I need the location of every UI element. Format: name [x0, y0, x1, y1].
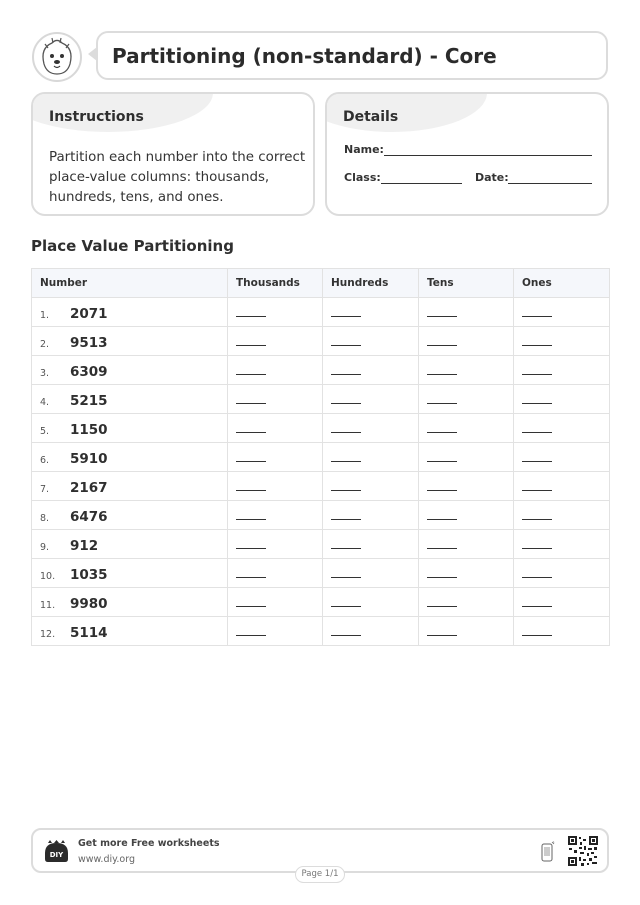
thousands-answer-blank[interactable] [236, 628, 266, 636]
column-header-tens: Tens [419, 269, 514, 298]
ones-cell [514, 414, 610, 443]
number-cell [32, 385, 228, 414]
name-field[interactable] [384, 155, 592, 156]
hundreds-answer-blank[interactable] [331, 483, 361, 491]
tens-cell [419, 414, 514, 443]
page-title: Partitioning (non-standard) - Core [112, 44, 497, 68]
hundreds-cell [323, 414, 419, 443]
table-row [32, 327, 610, 356]
hundreds-answer-blank[interactable] [331, 541, 361, 549]
hundreds-answer-blank[interactable] [331, 396, 361, 404]
column-header-ones: Ones [514, 269, 610, 298]
footer-title: Get more Free worksheets [78, 838, 220, 849]
row-number-value: 2167 [70, 479, 108, 496]
ones-cell [514, 559, 610, 588]
ones-answer-blank[interactable] [522, 454, 552, 462]
row-index: 4. [40, 396, 50, 408]
ones-cell [514, 501, 610, 530]
footer-url[interactable]: www.diy.org [78, 854, 135, 865]
tens-answer-blank[interactable] [427, 570, 457, 578]
instructions-title: Instructions [49, 109, 144, 125]
number-cell [32, 298, 228, 327]
ones-cell [514, 356, 610, 385]
ones-cell [514, 298, 610, 327]
row-number-value: 5910 [70, 450, 108, 467]
tens-cell [419, 530, 514, 559]
thousands-cell [228, 298, 323, 327]
ones-answer-blank[interactable] [522, 338, 552, 346]
number-cell [32, 443, 228, 472]
ones-answer-blank[interactable] [522, 628, 552, 636]
instructions-text: Partition each number into the correct place-value columns: thousands, hundreds, tens, and ones. [49, 150, 306, 205]
thousands-cell [228, 443, 323, 472]
date-field[interactable] [508, 183, 592, 184]
svg-text:DIY: DIY [49, 851, 64, 859]
ones-cell [514, 472, 610, 501]
thousands-answer-blank[interactable] [236, 570, 266, 578]
tens-cell [419, 298, 514, 327]
thousands-answer-blank[interactable] [236, 512, 266, 520]
column-header-thousands: Thousands [228, 269, 323, 298]
thousands-cell [228, 588, 323, 617]
details-title: Details [343, 109, 399, 125]
row-index: 7. [40, 483, 50, 495]
tens-answer-blank[interactable] [427, 541, 457, 549]
tens-cell [419, 501, 514, 530]
row-number-value: 5215 [70, 392, 108, 409]
thousands-cell [228, 617, 323, 646]
tens-answer-blank[interactable] [427, 396, 457, 404]
date-label: Date: [475, 171, 509, 184]
tens-cell [419, 559, 514, 588]
row-index: 5. [40, 425, 50, 437]
tens-answer-blank[interactable] [427, 628, 457, 636]
ones-answer-blank[interactable] [522, 367, 552, 375]
table-row [32, 443, 610, 472]
row-number-value: 912 [70, 537, 99, 554]
hundreds-cell [323, 472, 419, 501]
number-cell [32, 472, 228, 501]
number-cell [32, 588, 228, 617]
number-cell [32, 559, 228, 588]
number-cell [32, 356, 228, 385]
thousands-cell [228, 327, 323, 356]
column-header-hundreds: Hundreds [323, 269, 419, 298]
thousands-answer-blank[interactable] [236, 483, 266, 491]
row-index: 12. [40, 628, 56, 640]
table-row [32, 559, 610, 588]
row-number-value: 9513 [70, 334, 108, 351]
hundreds-answer-blank[interactable] [331, 599, 361, 607]
thousands-answer-blank[interactable] [236, 599, 266, 607]
title-bubble [96, 31, 608, 80]
row-index: 11. [40, 599, 56, 611]
thousands-answer-blank[interactable] [236, 425, 266, 433]
ones-cell [514, 588, 610, 617]
table-header-row [32, 269, 610, 298]
row-index: 10. [40, 570, 56, 582]
ones-answer-blank[interactable] [522, 599, 552, 607]
table-row [32, 617, 610, 646]
ones-cell [514, 530, 610, 559]
thousands-cell [228, 385, 323, 414]
tens-cell [419, 472, 514, 501]
hundreds-cell [323, 327, 419, 356]
class-label: Class: [344, 171, 381, 184]
row-number-value: 6309 [70, 363, 108, 380]
row-index: 8. [40, 512, 50, 524]
row-index: 6. [40, 454, 50, 466]
number-cell [32, 501, 228, 530]
row-index: 2. [40, 338, 50, 350]
hundreds-cell [323, 443, 419, 472]
ones-answer-blank[interactable] [522, 425, 552, 433]
row-index: 9. [40, 541, 50, 553]
number-cell [32, 327, 228, 356]
hundreds-cell [323, 298, 419, 327]
hundreds-cell [323, 617, 419, 646]
thousands-answer-blank[interactable] [236, 338, 266, 346]
table-row [32, 588, 610, 617]
row-number-value: 9980 [70, 595, 108, 612]
tens-answer-blank[interactable] [427, 309, 457, 317]
row-number-value: 1150 [70, 421, 108, 438]
table-row [32, 298, 610, 327]
place-value-table [31, 268, 610, 646]
tens-answer-blank[interactable] [427, 454, 457, 462]
thousands-cell [228, 356, 323, 385]
ones-cell [514, 443, 610, 472]
table-row [32, 414, 610, 443]
thousands-answer-blank[interactable] [236, 541, 266, 549]
diy-logo-icon [43, 839, 70, 864]
table-row [32, 501, 610, 530]
table-row [32, 472, 610, 501]
ones-answer-blank[interactable] [522, 309, 552, 317]
thousands-cell [228, 414, 323, 443]
name-label: Name: [344, 143, 384, 156]
ones-answer-blank[interactable] [522, 483, 552, 491]
thousands-cell [228, 472, 323, 501]
page-number: Page 1/1 [295, 866, 345, 883]
table-row [32, 385, 610, 414]
number-cell [32, 617, 228, 646]
tens-answer-blank[interactable] [427, 512, 457, 520]
hundreds-answer-blank[interactable] [331, 628, 361, 636]
ones-cell [514, 385, 610, 414]
thousands-cell [228, 530, 323, 559]
class-field[interactable] [381, 183, 462, 184]
hundreds-answer-blank[interactable] [331, 338, 361, 346]
thousands-answer-blank[interactable] [236, 396, 266, 404]
hundreds-answer-blank[interactable] [331, 454, 361, 462]
phone-icon [541, 841, 555, 863]
ones-answer-blank[interactable] [522, 512, 552, 520]
hundreds-cell [323, 385, 419, 414]
table-row [32, 356, 610, 385]
tens-cell [419, 385, 514, 414]
thousands-answer-blank[interactable] [236, 309, 266, 317]
row-number-value: 6476 [70, 508, 108, 525]
hundreds-answer-blank[interactable] [331, 367, 361, 375]
number-cell [32, 530, 228, 559]
ones-answer-blank[interactable] [522, 541, 552, 549]
ones-answer-blank[interactable] [522, 570, 552, 578]
hundreds-answer-blank[interactable] [331, 309, 361, 317]
tens-cell [419, 588, 514, 617]
row-index: 3. [40, 367, 50, 379]
hundreds-answer-blank[interactable] [331, 512, 361, 520]
row-number-value: 5114 [70, 624, 108, 641]
instructions-card [31, 92, 315, 216]
hundreds-cell [323, 501, 419, 530]
hundreds-answer-blank[interactable] [331, 425, 361, 433]
tens-cell [419, 443, 514, 472]
tens-cell [419, 327, 514, 356]
row-index: 1. [40, 309, 50, 321]
qr-code-icon[interactable] [567, 835, 599, 867]
number-cell [32, 414, 228, 443]
ones-cell [514, 327, 610, 356]
hundreds-cell [323, 588, 419, 617]
thousands-cell [228, 559, 323, 588]
ones-answer-blank[interactable] [522, 396, 552, 404]
mascot-avatar-icon [32, 32, 82, 82]
details-card [325, 92, 609, 216]
tens-cell [419, 617, 514, 646]
row-number-value: 1035 [70, 566, 108, 583]
thousands-answer-blank[interactable] [236, 454, 266, 462]
tens-cell [419, 356, 514, 385]
section-title: Place Value Partitioning [31, 237, 234, 255]
tens-answer-blank[interactable] [427, 367, 457, 375]
hundreds-cell [323, 559, 419, 588]
tens-answer-blank[interactable] [427, 425, 457, 433]
ones-cell [514, 617, 610, 646]
table-row [32, 530, 610, 559]
tens-answer-blank[interactable] [427, 338, 457, 346]
thousands-answer-blank[interactable] [236, 367, 266, 375]
row-number-value: 2071 [70, 305, 108, 322]
column-header-number: Number [32, 269, 228, 298]
tens-answer-blank[interactable] [427, 599, 457, 607]
tens-answer-blank[interactable] [427, 483, 457, 491]
hundreds-answer-blank[interactable] [331, 570, 361, 578]
thousands-cell [228, 501, 323, 530]
hundreds-cell [323, 356, 419, 385]
hundreds-cell [323, 530, 419, 559]
